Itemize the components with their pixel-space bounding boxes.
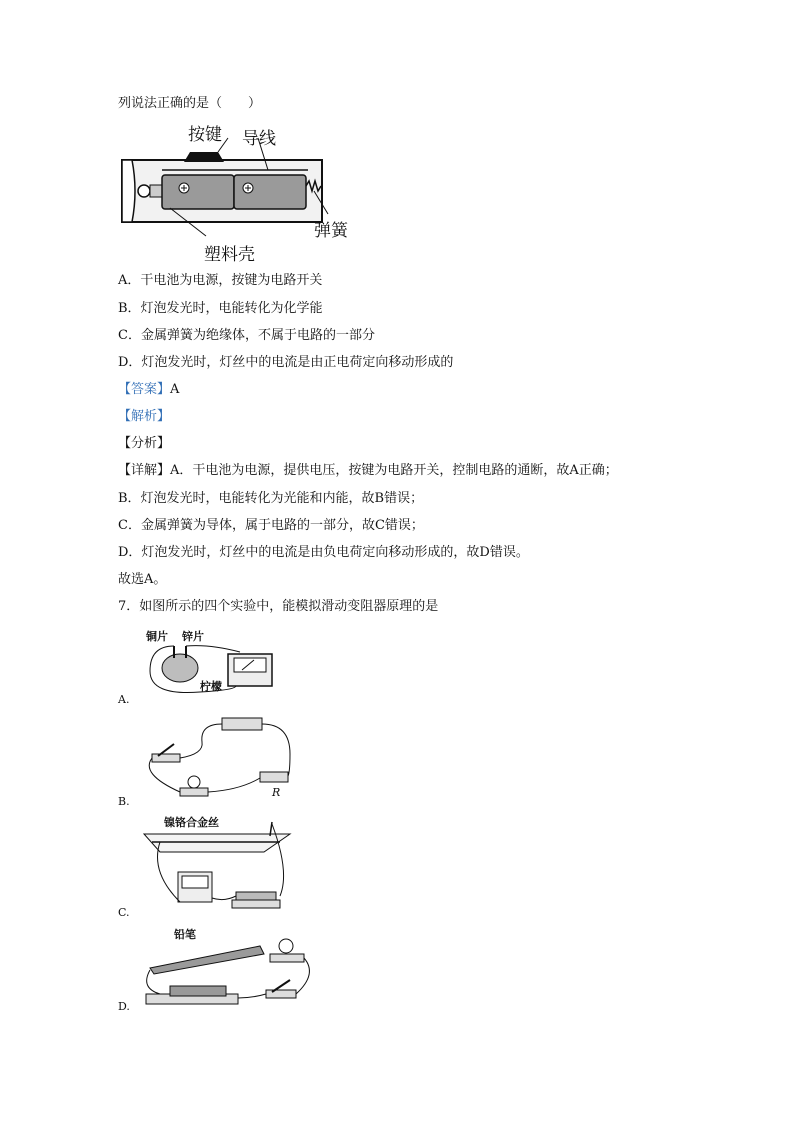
detail-d: D．灯泡发光时，灯丝中的电流是由负电荷定向移动形成的，故D错误。 bbox=[118, 545, 529, 560]
label-lemon: 柠檬 bbox=[200, 680, 222, 693]
label-nichrome: 镍铬合金丝 bbox=[164, 816, 219, 829]
q7-option-d: D. bbox=[118, 1000, 130, 1013]
analysis-label: 【解析】 bbox=[118, 409, 171, 424]
label-button: 按键 bbox=[188, 125, 222, 145]
label-pencil: 铅笔 bbox=[174, 928, 196, 941]
label-copper: 铜片 bbox=[146, 630, 168, 643]
label-shell: 塑料壳 bbox=[204, 245, 255, 265]
conclusion: 故选A。 bbox=[118, 572, 167, 587]
fenxi-label: 【分析】 bbox=[118, 436, 171, 451]
figure-c bbox=[140, 812, 300, 912]
label-wire: 导线 bbox=[242, 129, 276, 149]
detail-label: 【详解】 bbox=[118, 463, 171, 478]
figure-a bbox=[140, 626, 290, 698]
q6-option-a: A．干电池为电源，按键为电路开关 bbox=[118, 273, 323, 288]
flashlight-figure bbox=[118, 118, 358, 266]
label-zinc: 锌片 bbox=[182, 630, 204, 643]
detail-line-a bbox=[118, 462, 618, 480]
label-r: R bbox=[272, 786, 281, 799]
q7-option-c: C. bbox=[118, 906, 130, 919]
answer-value: A bbox=[170, 382, 180, 397]
detail-b: B．灯泡发光时，电能转化为光能和内能，故B错误； bbox=[118, 491, 424, 506]
figure-d bbox=[140, 924, 320, 1010]
answer-label: 【答案】 bbox=[118, 382, 171, 397]
q7-option-a: A. bbox=[118, 693, 130, 706]
q6-option-b: B．灯泡发光时，电能转化为化学能 bbox=[118, 301, 323, 316]
answer-line bbox=[118, 381, 179, 399]
q6-stem: 列说法正确的是（ ） bbox=[118, 96, 262, 111]
q7-stem: 7．如图所示的四个实验中，能模拟滑动变阻器原理的是 bbox=[118, 599, 439, 614]
detail-a: A．干电池为电源，提供电压，按键为电路开关，控制电路的通断，故A正确； bbox=[170, 463, 618, 478]
figure-b bbox=[140, 714, 300, 802]
label-spring: 弹簧 bbox=[314, 221, 348, 241]
detail-c: C．金属弹簧为导体，属于电路的一部分，故C错误； bbox=[118, 518, 424, 533]
q7-option-b: B. bbox=[118, 795, 130, 808]
q6-option-d: D．灯泡发光时，灯丝中的电流是由正电荷定向移动形成的 bbox=[118, 355, 454, 370]
q6-option-c: C．金属弹簧为绝缘体，不属于电路的一部分 bbox=[118, 328, 375, 343]
